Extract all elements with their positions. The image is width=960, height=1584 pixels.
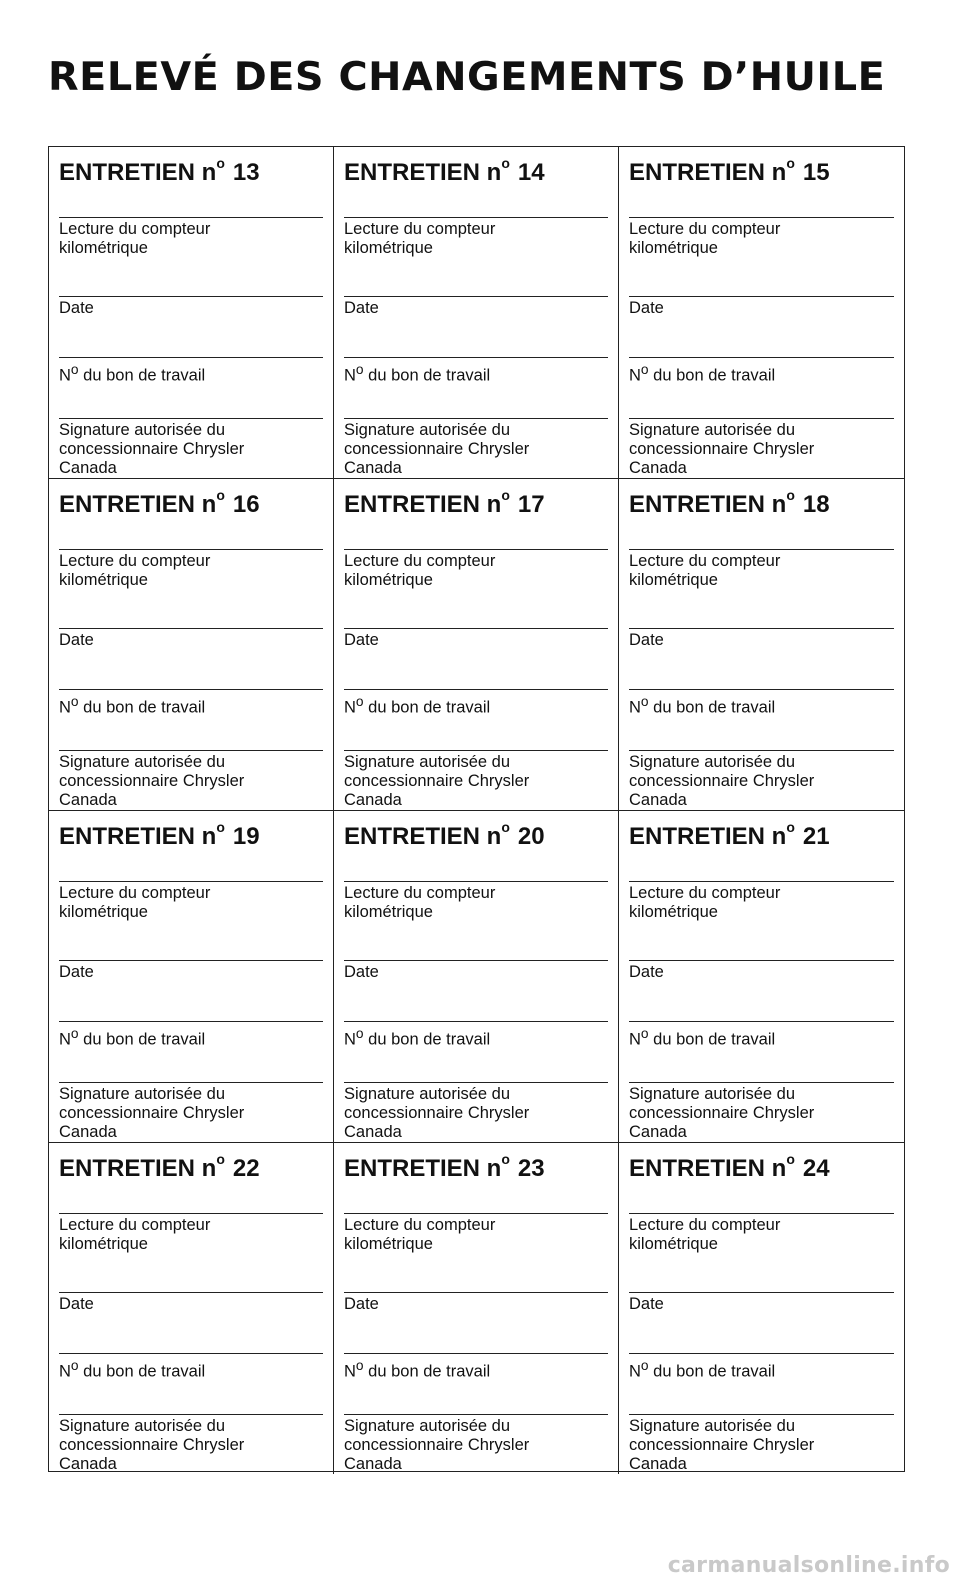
signature-label-2: concessionnaire Chrysler <box>344 772 530 790</box>
work-order-n: N <box>344 1362 356 1381</box>
work-order-label <box>344 1024 608 1050</box>
work-order-n: N <box>344 366 356 385</box>
odometer-label-2: kilométrique <box>629 903 718 921</box>
entry-title <box>344 821 608 881</box>
signature-label-1: Signature autorisée du <box>344 753 511 771</box>
entry-number: 15 <box>802 159 830 186</box>
entry-title <box>629 1153 894 1213</box>
entry-prefix: ENTRETIEN n <box>629 491 787 518</box>
odometer-label-2: kilométrique <box>344 571 433 589</box>
entry-title <box>629 489 894 549</box>
work-order-label <box>344 360 608 386</box>
entry-prefix: ENTRETIEN n <box>59 159 217 186</box>
entry-prefix-sup: o <box>501 819 510 835</box>
entry-cell <box>334 147 619 479</box>
odometer-label-2: kilométrique <box>344 903 433 921</box>
signature-label-2: concessionnaire Chrysler <box>59 1436 245 1454</box>
entry-number: 13 <box>232 159 260 186</box>
odometer-field[interactable] <box>344 217 608 296</box>
work-order-label <box>344 692 608 718</box>
entry-cell <box>619 147 904 479</box>
signature-label-3: Canada <box>59 1455 117 1473</box>
odometer-field[interactable] <box>59 217 323 296</box>
work-order-n: N <box>344 698 356 717</box>
odometer-label: Lecture du compteur <box>629 1216 781 1234</box>
work-order-field[interactable] <box>59 689 323 750</box>
signature-field[interactable] <box>344 750 608 810</box>
entry-prefix: ENTRETIEN n <box>629 1155 787 1182</box>
date-field[interactable] <box>59 628 323 689</box>
entry-title <box>344 1153 608 1213</box>
date-label: Date <box>59 1295 94 1313</box>
odometer-field[interactable] <box>59 549 323 628</box>
date-label: Date <box>629 631 664 649</box>
work-order-label <box>59 1024 323 1050</box>
work-order-n: N <box>629 698 641 717</box>
entry-prefix-sup: o <box>216 1151 225 1167</box>
signature-field[interactable] <box>344 418 608 478</box>
signature-label-2: concessionnaire Chrysler <box>629 1104 815 1122</box>
odometer-field[interactable] <box>344 881 608 960</box>
entry-prefix-sup: o <box>501 1151 510 1167</box>
entry-number: 22 <box>232 1155 260 1182</box>
work-order-label <box>59 360 323 386</box>
entry-number: 14 <box>517 159 545 186</box>
work-order-sup: o <box>640 1026 649 1041</box>
date-field[interactable] <box>629 960 894 1021</box>
entry-title <box>629 821 894 881</box>
entry-cell <box>49 479 334 811</box>
work-order-rest: du bon de travail <box>78 1362 206 1381</box>
entry-prefix: ENTRETIEN n <box>344 159 502 186</box>
signature-field[interactable] <box>629 1082 894 1142</box>
signature-label-2: concessionnaire Chrysler <box>629 440 815 458</box>
work-order-sup: o <box>70 1026 79 1041</box>
entry-number: 21 <box>802 823 830 850</box>
odometer-label-2: kilométrique <box>59 571 148 589</box>
work-order-field[interactable] <box>629 1021 894 1082</box>
date-label: Date <box>344 631 379 649</box>
date-field[interactable] <box>629 628 894 689</box>
signature-label-3: Canada <box>344 459 402 477</box>
date-field[interactable] <box>629 296 894 357</box>
date-label: Date <box>59 299 94 317</box>
odometer-label-2: kilométrique <box>59 1235 148 1253</box>
work-order-sup: o <box>70 694 79 709</box>
signature-label-1: Signature autorisée du <box>629 1417 796 1435</box>
signature-field[interactable] <box>344 1082 608 1142</box>
signature-label-3: Canada <box>629 459 687 477</box>
date-label: Date <box>629 1295 664 1313</box>
odometer-label-2: kilométrique <box>344 239 433 257</box>
date-field[interactable] <box>344 960 608 1021</box>
odometer-field[interactable] <box>344 549 608 628</box>
signature-field[interactable] <box>59 418 323 478</box>
date-field[interactable] <box>344 628 608 689</box>
odometer-field[interactable] <box>59 1213 323 1292</box>
work-order-field[interactable] <box>629 357 894 418</box>
entry-prefix-sup: o <box>216 819 225 835</box>
work-order-rest: du bon de travail <box>363 1362 491 1381</box>
work-order-field[interactable] <box>629 689 894 750</box>
entry-title <box>59 489 323 549</box>
odometer-label-2: kilométrique <box>344 1235 433 1253</box>
entry-number: 17 <box>517 491 545 518</box>
entry-number: 16 <box>232 491 260 518</box>
signature-label-1: Signature autorisée du <box>629 753 796 771</box>
entry-cell <box>334 1143 619 1474</box>
signature-field[interactable] <box>344 1414 608 1474</box>
entry-prefix-sup: o <box>786 1151 795 1167</box>
odometer-label: Lecture du compteur <box>344 884 496 902</box>
date-label: Date <box>59 631 94 649</box>
odometer-field[interactable] <box>344 1213 608 1292</box>
entry-number: 23 <box>517 1155 545 1182</box>
entry-title <box>59 1153 323 1213</box>
odometer-label-2: kilométrique <box>59 903 148 921</box>
signature-label-2: concessionnaire Chrysler <box>344 1104 530 1122</box>
date-field[interactable] <box>629 1292 894 1353</box>
work-order-field[interactable] <box>59 1021 323 1082</box>
signature-label-1: Signature autorisée du <box>344 421 511 439</box>
work-order-label <box>629 1356 894 1382</box>
date-field[interactable] <box>344 1292 608 1353</box>
work-order-field[interactable] <box>344 689 608 750</box>
entry-cell <box>49 1143 334 1474</box>
work-order-field[interactable] <box>344 1021 608 1082</box>
work-order-rest: du bon de travail <box>648 1362 776 1381</box>
odometer-label: Lecture du compteur <box>629 220 781 238</box>
odometer-label: Lecture du compteur <box>59 1216 211 1234</box>
work-order-sup: o <box>70 362 79 377</box>
signature-label-2: concessionnaire Chrysler <box>344 440 530 458</box>
date-field[interactable] <box>59 1292 323 1353</box>
work-order-sup: o <box>70 1358 79 1373</box>
date-label: Date <box>629 963 664 981</box>
odometer-field[interactable] <box>629 1213 894 1292</box>
odometer-label: Lecture du compteur <box>629 552 781 570</box>
work-order-label <box>629 360 894 386</box>
odometer-label: Lecture du compteur <box>59 220 211 238</box>
entry-prefix: ENTRETIEN n <box>59 823 217 850</box>
entry-title <box>344 489 608 549</box>
work-order-field[interactable] <box>59 357 323 418</box>
work-order-n: N <box>59 698 71 717</box>
work-order-sup: o <box>355 1026 364 1041</box>
signature-label-1: Signature autorisée du <box>629 1085 796 1103</box>
signature-label-3: Canada <box>344 791 402 809</box>
date-label: Date <box>344 963 379 981</box>
odometer-label: Lecture du compteur <box>59 884 211 902</box>
entry-number: 19 <box>232 823 260 850</box>
entry-prefix: ENTRETIEN n <box>629 823 787 850</box>
entry-prefix-sup: o <box>216 155 225 171</box>
entry-prefix-sup: o <box>216 487 225 503</box>
date-label: Date <box>344 299 379 317</box>
entry-title <box>59 157 323 217</box>
entry-title <box>344 157 608 217</box>
odometer-label-2: kilométrique <box>59 239 148 257</box>
date-label: Date <box>344 1295 379 1313</box>
work-order-sup: o <box>640 362 649 377</box>
signature-label-1: Signature autorisée du <box>59 753 226 771</box>
odometer-label: Lecture du compteur <box>344 220 496 238</box>
entry-cell <box>334 811 619 1143</box>
entry-prefix: ENTRETIEN n <box>344 823 502 850</box>
date-field[interactable] <box>344 296 608 357</box>
signature-label-1: Signature autorisée du <box>59 1085 226 1103</box>
signature-label-3: Canada <box>629 791 687 809</box>
signature-label-1: Signature autorisée du <box>59 421 226 439</box>
odometer-label: Lecture du compteur <box>344 1216 496 1234</box>
signature-label-3: Canada <box>59 1123 117 1141</box>
date-field[interactable] <box>59 296 323 357</box>
work-order-rest: du bon de travail <box>363 366 491 385</box>
signature-field[interactable] <box>59 1082 323 1142</box>
work-order-rest: du bon de travail <box>648 698 776 717</box>
entry-prefix-sup: o <box>501 155 510 171</box>
work-order-sup: o <box>640 1358 649 1373</box>
entry-cell <box>49 147 334 479</box>
work-order-rest: du bon de travail <box>78 366 206 385</box>
entry-title <box>629 157 894 217</box>
work-order-n: N <box>59 1030 71 1049</box>
entry-prefix: ENTRETIEN n <box>344 1155 502 1182</box>
signature-label-2: concessionnaire Chrysler <box>344 1436 530 1454</box>
signature-label-3: Canada <box>344 1455 402 1473</box>
signature-label-3: Canada <box>344 1123 402 1141</box>
work-order-rest: du bon de travail <box>78 1030 206 1049</box>
work-order-field[interactable] <box>59 1353 323 1414</box>
odometer-label: Lecture du compteur <box>629 884 781 902</box>
signature-label-1: Signature autorisée du <box>59 1417 226 1435</box>
signature-label-3: Canada <box>629 1455 687 1473</box>
work-order-field[interactable] <box>344 1353 608 1414</box>
work-order-label <box>344 1356 608 1382</box>
watermark: carmanualsonline.info <box>667 1553 950 1578</box>
entry-prefix: ENTRETIEN n <box>344 491 502 518</box>
work-order-n: N <box>59 1362 71 1381</box>
signature-field[interactable] <box>629 750 894 810</box>
entry-prefix-sup: o <box>501 487 510 503</box>
work-order-sup: o <box>355 1358 364 1373</box>
odometer-label: Lecture du compteur <box>344 552 496 570</box>
odometer-field[interactable] <box>629 881 894 960</box>
work-order-label <box>59 692 323 718</box>
date-label: Date <box>59 963 94 981</box>
entry-cell <box>334 479 619 811</box>
work-order-field[interactable] <box>344 357 608 418</box>
entry-cell <box>619 1143 904 1474</box>
entry-cell <box>619 479 904 811</box>
work-order-n: N <box>344 1030 356 1049</box>
entry-prefix: ENTRETIEN n <box>59 1155 217 1182</box>
entry-prefix: ENTRETIEN n <box>59 491 217 518</box>
signature-label-3: Canada <box>59 791 117 809</box>
entry-number: 24 <box>802 1155 830 1182</box>
work-order-field[interactable] <box>629 1353 894 1414</box>
work-order-rest: du bon de travail <box>363 1030 491 1049</box>
signature-field[interactable] <box>59 750 323 810</box>
signature-label-2: concessionnaire Chrysler <box>59 772 245 790</box>
signature-label-1: Signature autorisée du <box>344 1417 511 1435</box>
entry-prefix: ENTRETIEN n <box>629 159 787 186</box>
odometer-label-2: kilométrique <box>629 571 718 589</box>
oil-change-record-grid <box>48 146 905 1472</box>
entry-prefix-sup: o <box>786 155 795 171</box>
signature-label-3: Canada <box>59 459 117 477</box>
odometer-field[interactable] <box>629 217 894 296</box>
odometer-field[interactable] <box>629 549 894 628</box>
entry-number: 20 <box>517 823 545 850</box>
work-order-rest: du bon de travail <box>648 366 776 385</box>
date-field[interactable] <box>59 960 323 1021</box>
entry-cell <box>619 811 904 1143</box>
work-order-label <box>629 1024 894 1050</box>
work-order-n: N <box>629 366 641 385</box>
signature-field[interactable] <box>629 1414 894 1474</box>
entry-prefix-sup: o <box>786 487 795 503</box>
odometer-label-2: kilométrique <box>629 239 718 257</box>
signature-label-2: concessionnaire Chrysler <box>59 440 245 458</box>
odometer-label: Lecture du compteur <box>59 552 211 570</box>
work-order-rest: du bon de travail <box>648 1030 776 1049</box>
signature-field[interactable] <box>59 1414 323 1474</box>
page-title: RELEVÉ DES CHANGEMENTS D’HUILE <box>48 55 886 100</box>
signature-label-2: concessionnaire Chrysler <box>59 1104 245 1122</box>
signature-field[interactable] <box>629 418 894 478</box>
signature-label-2: concessionnaire Chrysler <box>629 1436 815 1454</box>
work-order-sup: o <box>355 362 364 377</box>
signature-label-2: concessionnaire Chrysler <box>629 772 815 790</box>
work-order-sup: o <box>355 694 364 709</box>
work-order-n: N <box>629 1030 641 1049</box>
work-order-label <box>629 692 894 718</box>
odometer-field[interactable] <box>59 881 323 960</box>
signature-label-1: Signature autorisée du <box>629 421 796 439</box>
signature-label-1: Signature autorisée du <box>344 1085 511 1103</box>
odometer-label-2: kilométrique <box>629 1235 718 1253</box>
work-order-n: N <box>59 366 71 385</box>
entry-number: 18 <box>802 491 830 518</box>
entry-prefix-sup: o <box>786 819 795 835</box>
work-order-sup: o <box>640 694 649 709</box>
entry-cell <box>49 811 334 1143</box>
date-label: Date <box>629 299 664 317</box>
work-order-rest: du bon de travail <box>363 698 491 717</box>
signature-label-3: Canada <box>629 1123 687 1141</box>
work-order-label <box>59 1356 323 1382</box>
entry-title <box>59 821 323 881</box>
work-order-rest: du bon de travail <box>78 698 206 717</box>
work-order-n: N <box>629 1362 641 1381</box>
